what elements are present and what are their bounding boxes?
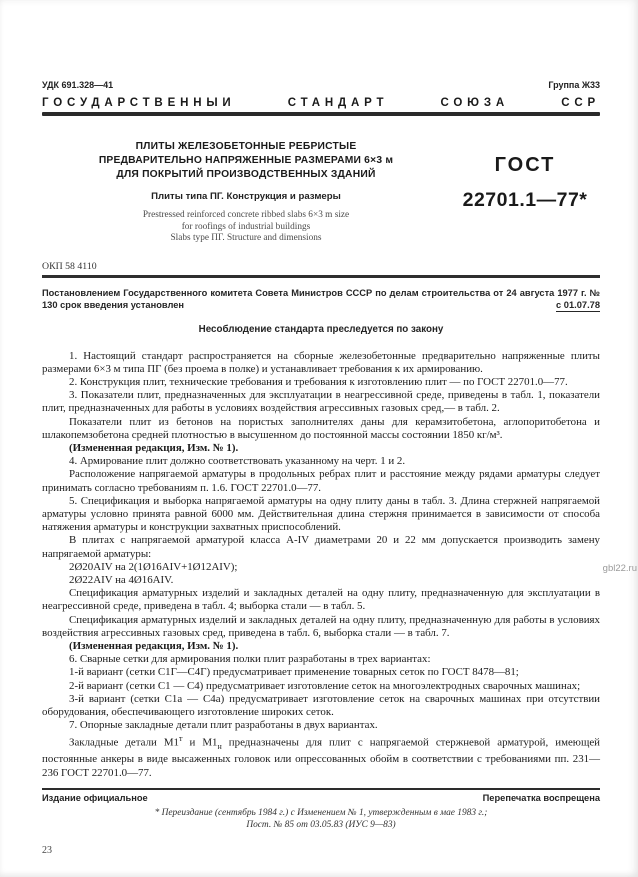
title-english-line-3: Slabs type ПГ. Structure and dimensions bbox=[170, 233, 322, 243]
title-left-column bbox=[42, 140, 450, 245]
m1n-subscript: н bbox=[217, 742, 222, 752]
footnote-line-2: Пост. № 85 от 03.05.83 (ИУС 9—83) bbox=[246, 819, 396, 830]
m1t-superscript: т bbox=[179, 734, 183, 744]
watermark: gbl22.ru bbox=[602, 563, 637, 574]
udk-number: УДК 691.328—41 bbox=[42, 80, 114, 90]
footer-rule bbox=[42, 788, 600, 790]
body-paragraph: 3-й вариант (сетки С1а — С4а) предусматривает изготовление сеток на сварочных машинах при отсутствии оборудования, обеспечивающего изготовление широких сеток. bbox=[42, 692, 600, 718]
body-paragraph: 3. Показатели плит, предназначенных для эксплуатации в неагрессивной среде, приведены в табл. 1, показатели плит, предназначенных для работы в условиях воздействия агрессивных газовых сред,— в табл. 2. bbox=[42, 389, 600, 415]
title-subtitle: Плиты типа ПГ. Конструкция и размеры bbox=[151, 191, 341, 202]
gost-designation bbox=[450, 140, 600, 245]
official-edition-label: Издание официальное bbox=[42, 792, 148, 803]
reprint-prohibited-label: Перепечатка воспрещена bbox=[482, 792, 600, 803]
body-paragraph: 1. Настоящий стандарт распространяется на сборные железобетонные предварительно напряженные плиты размерами 6×3 м типа ПГ (без проема в полке) и устанавливает требования к их армированию. bbox=[42, 349, 600, 375]
document-body bbox=[42, 350, 600, 780]
body-paragraph: В плитах с напрягаемой арматурой класса А-IV диаметрами 20 и 22 мм допускается производить замену напрягаемой арматуры: bbox=[42, 534, 600, 560]
gost-label: ГОСТ bbox=[494, 154, 556, 176]
body-paragraph: Спецификация арматурных изделий и закладных деталей на одну плиту, предназначенную для работы в условиях воздействия агрессивных газовых сред, приведена в табл. 6, выборка стали — в табл. 7. bbox=[42, 613, 600, 639]
title-line-2: ПРЕДВАРИТЕЛЬНО НАПРЯЖЕННЫЕ РАЗМЕРАМИ 6×3 м bbox=[98, 155, 394, 166]
footnote-line-1: * Переиздание (сентябрь 1984 г.) с Изменением № 1, утвержденным в мае 1983 г.; bbox=[154, 807, 488, 818]
effective-date: с 01.07.78 bbox=[556, 299, 600, 310]
decree-body: Постановлением Государственного комитета Совета Министров СССР по делам строительства от 24 августа 1977 г. № 130 срок введения установлен bbox=[42, 287, 600, 310]
okp-code: ОКП 58 4110 bbox=[42, 260, 97, 272]
okp-rule bbox=[42, 275, 600, 278]
title-block bbox=[42, 140, 600, 245]
document-meta-row bbox=[42, 80, 600, 90]
gost-number: 22701.1—77* bbox=[462, 189, 588, 211]
title-english-line-1: Prestressed reinforced concrete ribbed slabs 6×3 m size bbox=[142, 210, 350, 220]
decree-text bbox=[42, 287, 600, 311]
title-line-1: ПЛИТЫ ЖЕЛЕЗОБЕТОННЫЕ РЕБРИСТЫЕ bbox=[135, 141, 357, 152]
body-paragraph: Спецификация арматурных изделий и закладных деталей на одну плиту, предназначенную для эксплуатации в неагрессивной среде, приведена в табл. 4; выборка стали — в табл. 5. bbox=[42, 587, 600, 613]
body-paragraph: 6. Сварные сетки для армирования полки плит разработаны в трех вариантах: bbox=[69, 653, 431, 666]
body-paragraph: 2-й вариант (сетки С1 — С4) предусматривает изготовление сеток на многоэлектродных сварочных машинах; bbox=[69, 679, 581, 692]
body-paragraph: Показатели плит из бетонов на пористых заполнителях даны для керамзитобетона, аглопоритобетона и шлакопемзобетона средней плотностью в высушенном до постоянной массы состоянии 1850 кг/м³. bbox=[42, 415, 600, 441]
body-paragraph: 5. Спецификация и выборка напрягаемой арматуры на одну плиту даны в табл. 3. Длина стержней напрягаемой арматуры условно принята равной 6000 мм. Действительная длина стержня принимается в зависимости от способа натяжения арматуры и конструкции захватных приспособлений. bbox=[42, 494, 600, 534]
group-code: Группа Ж33 bbox=[548, 80, 600, 90]
body-paragraph: 4. Армирование плит должно соответствовать указанному на черт. 1 и 2. bbox=[69, 455, 406, 468]
law-notice: Несоблюдение стандарта преследуется по закону bbox=[198, 323, 444, 335]
title-english-line-2: for roofings of industrial buildings bbox=[181, 221, 311, 232]
title-english bbox=[42, 210, 450, 245]
amendment-note: (Измененная редакция, Изм. № 1). bbox=[69, 639, 239, 652]
title-line-3: ДЛЯ ПОКРЫТИЙ ПРОИЗВОДСТВЕННЫХ ЗДАНИЙ bbox=[116, 169, 376, 180]
rebar-substitution-formula: 2Ø20АIV на 2(1Ø16АIV+1Ø12АIV); bbox=[69, 560, 238, 573]
page-number: 23 bbox=[42, 844, 52, 856]
reissue-footnote bbox=[42, 807, 600, 831]
body-paragraph: Расположение напрягаемой арматуры в продольных ребрах плит и расстояние между рядами арматуры следует принимать согласно требованиям п. 1.6. ГОСТ 22701.0—77. bbox=[42, 468, 600, 494]
body-paragraph: 7. Опорные закладные детали плит разработаны в двух вариантах. bbox=[69, 719, 378, 732]
body-paragraph: 1-й вариант (сетки С1Г—С4Г) предусматривает применение товарных сеток по ГОСТ 8478—81; bbox=[69, 666, 519, 679]
footer-row bbox=[42, 793, 600, 803]
header-rule bbox=[42, 112, 600, 116]
body-paragraph: 2. Конструкция плит, технические требования и требования к изготовлению плит — по ГОСТ 22701.0—77. bbox=[69, 375, 568, 388]
rebar-substitution-formula: 2Ø22АIV на 4Ø16АIV. bbox=[69, 573, 174, 586]
body-paragraph-embedded-details: Закладные детали $М1^т$ и $М1_н$ предназначены для плит с напрягаемой стержневой арматурой, имеющей постоянные анкеры в виде высаженных головок или опрессованных обойм в соответствии с требованиями пп. 231—236 ГОСТ 22701.0—77. bbox=[42, 734, 600, 779]
amendment-note: (Измененная редакция, Изм. № 1). bbox=[69, 441, 239, 454]
standard-org-title: ГОСУДАРСТВЕННЫЙ СТАНДАРТ СОЮЗА ССР bbox=[42, 97, 600, 109]
